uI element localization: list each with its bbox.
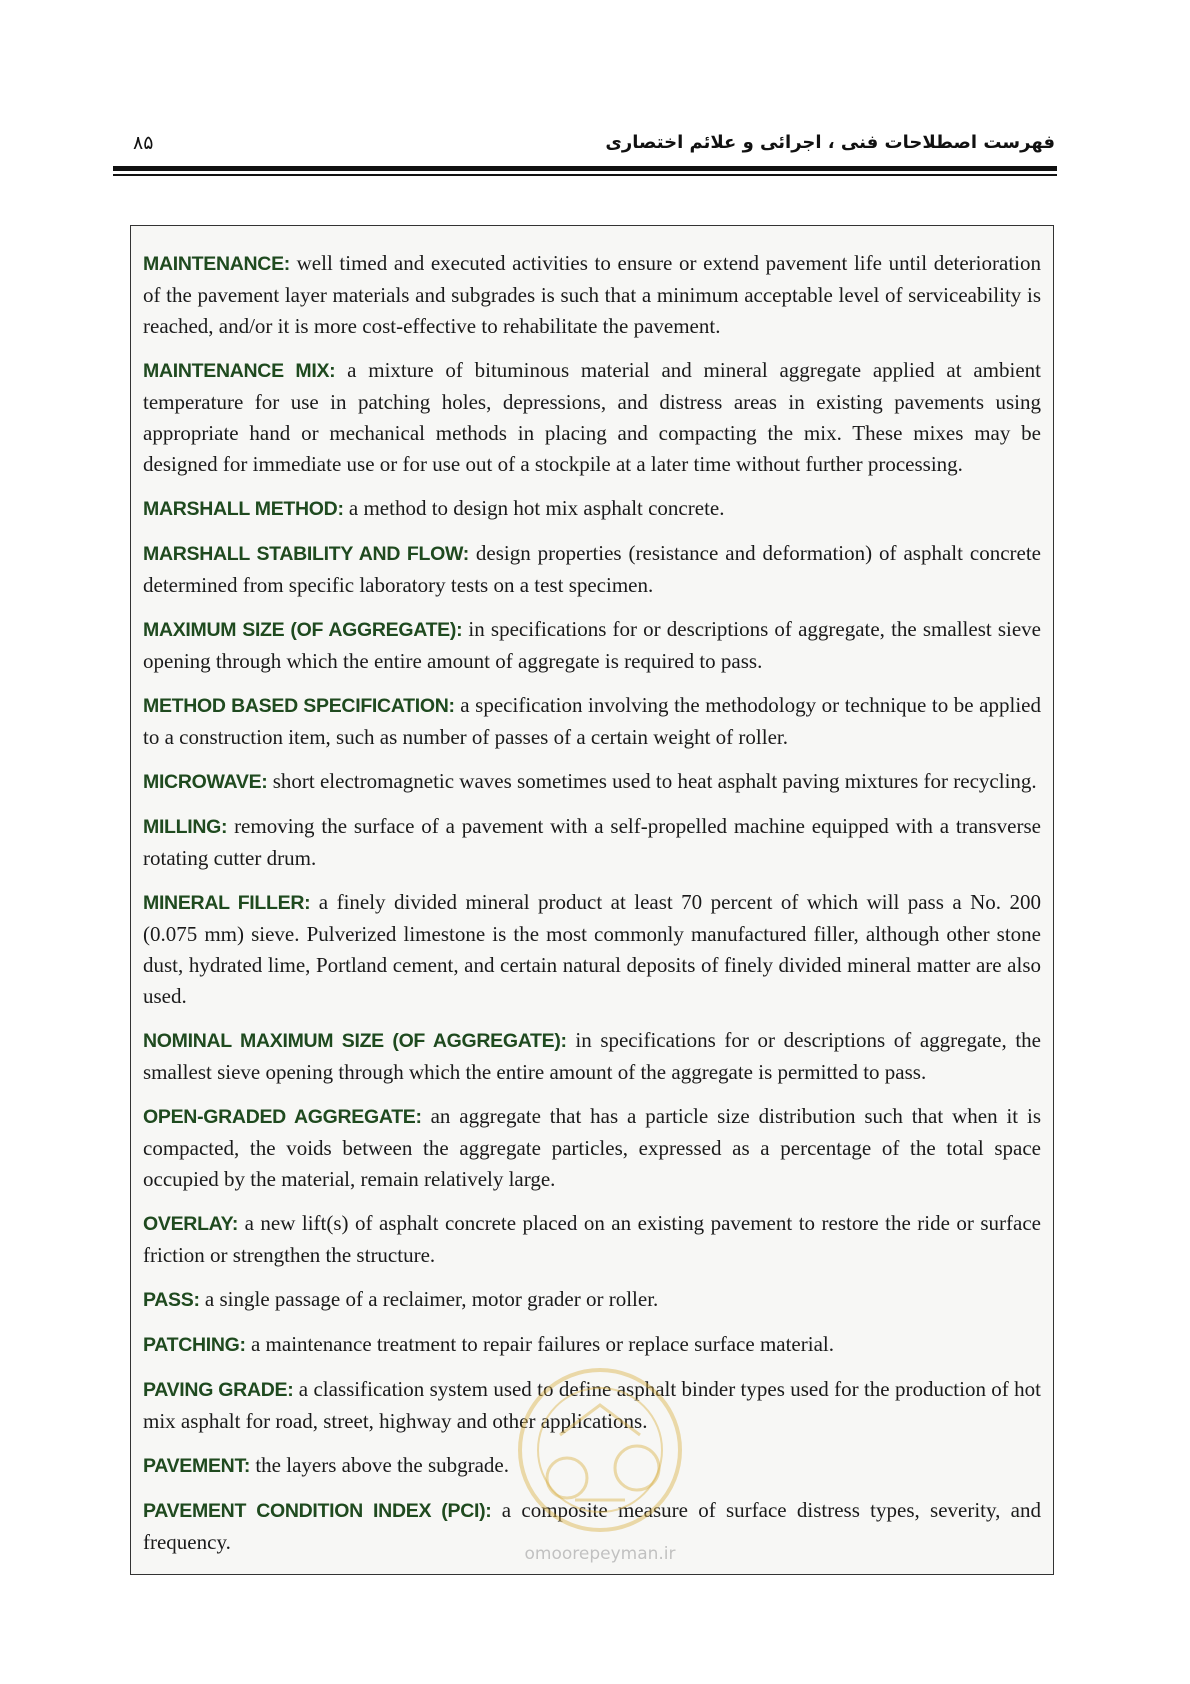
glossary-entry — [143, 887, 1041, 1012]
glossary-definition: a classification system used to define asphalt binder types used for the production of hot mix asphalt for road, street, highway and other applications. — [143, 1377, 1041, 1433]
glossary-definition: well timed and executed activities to ensure or extend pavement life until deterioration of the pavement layer materials and subgrades is such that a minimum acceptable level of serviceability is reached, and/or it is more cost-effective to rehabilitate the pavement. — [143, 251, 1041, 338]
glossary-term: MILLING: — [143, 816, 228, 838]
glossary-definition: a finely divided mineral product at least 70 percent of which will pass a No. 200 (0.075 mm) sieve. Pulverized limestone is the most commonly manufactured filler, although other stone dust, hydrated lime, Portland cement, and certain natural deposits of finely divided mineral matter are also used. — [143, 890, 1041, 1008]
glossary-entry — [143, 1374, 1041, 1437]
glossary-entry — [143, 811, 1041, 874]
glossary-definition: a maintenance treatment to repair failures or replace surface material. — [245, 1332, 834, 1356]
glossary-entry — [143, 766, 1041, 798]
glossary-entry — [143, 1101, 1041, 1195]
glossary-term: MARSHALL METHOD: — [143, 498, 344, 520]
glossary-term: PAVEMENT: — [143, 1455, 251, 1477]
glossary-term: MINERAL FILLER: — [143, 892, 311, 914]
glossary-definition: design properties (resistance and deformation) of asphalt concrete determined from specific laboratory tests on a test specimen. — [143, 541, 1041, 597]
glossary-term: OPEN-GRADED AGGREGATE: — [143, 1106, 422, 1128]
glossary-entry — [143, 538, 1041, 601]
glossary-term: MARSHALL STABILITY AND FLOW: — [143, 543, 469, 565]
header-rule-thin — [113, 174, 1057, 176]
glossary-definition: the layers above the subgrade. — [250, 1453, 509, 1477]
glossary-box — [130, 225, 1054, 1575]
glossary-definition: a composite measure of surface distress types, severity, and frequency. — [143, 1498, 1041, 1554]
glossary-term: OVERLAY: — [143, 1213, 239, 1235]
glossary-definition: a mixture of bituminous material and mineral aggregate applied at ambient temperature for use in patching holes, depressions, and distress areas in existing pavements using appropriate hand or mechanical methods in placing and compacting the mix. These mixes may be designed for immediate use or for use out of a stockpile at a later time without further processing. — [143, 358, 1041, 476]
glossary-term: PASS: — [143, 1289, 200, 1311]
glossary-definition: removing the surface of a pavement with a self-propelled machine equipped with a transverse rotating cutter drum. — [143, 814, 1041, 870]
glossary-definition: a single passage of a reclaimer, motor grader or roller. — [199, 1287, 659, 1311]
glossary-term: PATCHING: — [143, 1334, 246, 1356]
glossary-definition: an aggregate that has a particle size distribution such that when it is compacted, the voids between the aggregate particles, expressed as a percentage of the total space occupied by the material, remain relatively large. — [143, 1104, 1042, 1191]
glossary-definition: in specifications for or descriptions of aggregate, the smallest sieve opening through which the entire amount of aggregate is required to pass. — [143, 617, 1041, 673]
glossary-term: MAINTENANCE MIX: — [143, 360, 336, 382]
glossary-term: MAXIMUM SIZE (OF AGGREGATE): — [143, 619, 463, 641]
glossary-entry — [143, 1329, 1041, 1361]
glossary-entry — [143, 248, 1041, 342]
glossary-entry — [143, 493, 1041, 525]
glossary-definition: a method to design hot mix asphalt concrete. — [343, 496, 725, 520]
glossary-term: MAINTENANCE: — [143, 253, 290, 275]
glossary-entry — [143, 1284, 1041, 1316]
glossary-definition: in specifications for or descriptions of aggregate, the smallest sieve opening through which the entire amount of the aggregate is permitted to pass. — [143, 1028, 1041, 1084]
glossary-term: NOMINAL MAXIMUM SIZE (OF AGGREGATE): — [143, 1030, 567, 1052]
header-rule-thick — [113, 166, 1057, 171]
glossary-entry — [143, 1208, 1041, 1271]
page-number: ۸۵ — [133, 132, 154, 154]
glossary-entry — [143, 1450, 1041, 1482]
glossary-term: PAVING GRADE: — [143, 1379, 294, 1401]
watermark-text: omoorepeyman.ir — [524, 1544, 676, 1564]
glossary-term: MICROWAVE: — [143, 771, 268, 793]
running-title: فهرست اصطلاحات فنی ، اجرائی و علائم اختصاری — [605, 132, 1055, 153]
glossary-entry — [143, 355, 1041, 480]
glossary-definition: short electromagnetic waves sometimes used to heat asphalt paving mixtures for recycling. — [267, 769, 1037, 793]
glossary-definition: a specification involving the methodology or technique to be applied to a construction item, such as number of passes of a certain weight of roller. — [143, 693, 1041, 749]
glossary-entry — [143, 1025, 1041, 1088]
glossary-entry — [143, 614, 1041, 677]
glossary-term: METHOD BASED SPECIFICATION: — [143, 695, 455, 717]
page-header — [115, 132, 1055, 162]
glossary-definition: a new lift(s) of asphalt concrete placed on an existing pavement to restore the ride or surface friction or strengthen the structure. — [143, 1211, 1041, 1267]
glossary-term: PAVEMENT CONDITION INDEX (PCI): — [143, 1500, 492, 1522]
glossary-entry — [143, 690, 1041, 753]
